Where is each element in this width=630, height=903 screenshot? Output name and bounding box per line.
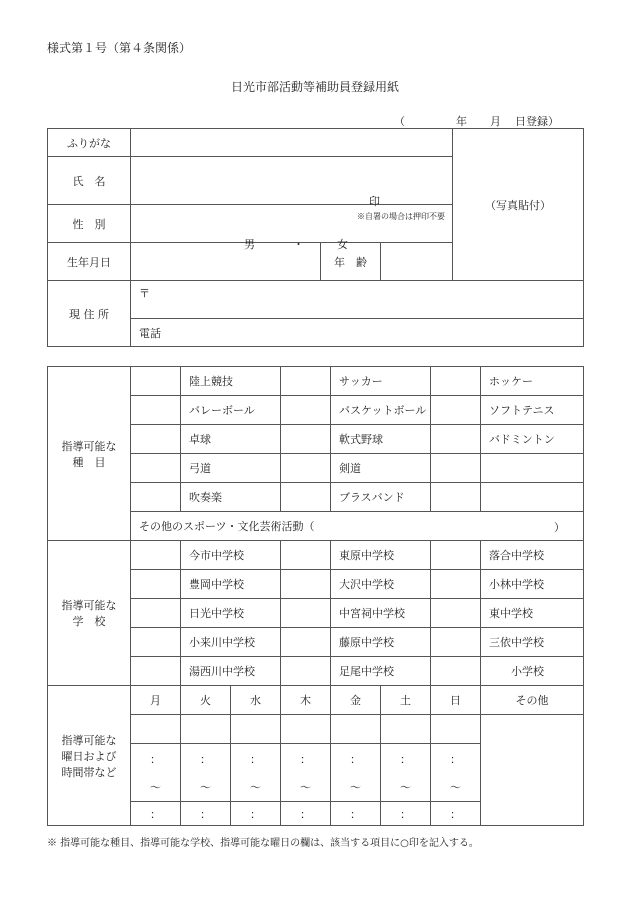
gender-dot: ・ xyxy=(293,237,304,251)
day-header-sat: 土 xyxy=(381,686,431,715)
subject-name: 吹奏楽 xyxy=(181,483,281,512)
subject-check[interactable] xyxy=(431,396,481,425)
name-field[interactable] xyxy=(131,157,453,221)
school-name: 今市中学校 xyxy=(181,541,281,570)
schedule-label: 指導可能な 曜日および 時間帯など xyxy=(48,686,131,826)
school-check[interactable] xyxy=(281,628,331,657)
subject-check[interactable] xyxy=(281,483,331,512)
school-check[interactable] xyxy=(431,541,481,570)
subject-name xyxy=(481,454,584,483)
school-name: 三依中学校 xyxy=(481,628,584,657)
day-mark-sun[interactable] xyxy=(431,715,481,744)
seal-mark: 印 xyxy=(369,194,380,208)
school-name: 小来川中学校 xyxy=(181,628,281,657)
day-mark-wed[interactable] xyxy=(231,715,281,744)
personal-info-table xyxy=(47,128,584,347)
schools-label: 指導可能な 学 校 xyxy=(48,541,131,686)
time-end-thu[interactable]: ： xyxy=(281,802,331,826)
school-check[interactable] xyxy=(281,570,331,599)
time-range-sun[interactable]: ： ～ xyxy=(431,744,481,802)
school-check[interactable] xyxy=(281,599,331,628)
day-mark-sat[interactable] xyxy=(381,715,431,744)
subjects-label: 指導可能な 種 目 xyxy=(48,367,131,541)
subject-name: バスケットボール xyxy=(331,396,431,425)
gender-label: 性 別 xyxy=(48,205,131,243)
school-check[interactable] xyxy=(431,570,481,599)
subject-other-label: その他のスポーツ・文化芸術活動（ xyxy=(139,520,315,533)
day-header-thu: 木 xyxy=(281,686,331,715)
subject-check[interactable] xyxy=(131,483,181,512)
seal-note: ※自署の場合は押印不要 xyxy=(357,211,445,221)
furigana-label: ふりがな xyxy=(48,129,131,157)
subject-check[interactable] xyxy=(281,425,331,454)
school-name: 日光中学校 xyxy=(181,599,281,628)
age-field[interactable] xyxy=(381,243,453,281)
day-mark-mon[interactable] xyxy=(131,715,181,744)
school-check[interactable] xyxy=(431,628,481,657)
school-name: 中宮祠中学校 xyxy=(331,599,431,628)
phone-field[interactable] xyxy=(131,319,584,347)
school-name: 湯西川中学校 xyxy=(181,657,281,686)
school-name: 豊岡中学校 xyxy=(181,570,281,599)
time-range-wed[interactable]: ： ～ xyxy=(231,744,281,802)
school-check[interactable] xyxy=(431,599,481,628)
subject-name: バドミントン xyxy=(481,425,584,454)
school-check[interactable] xyxy=(431,657,481,686)
school-name: 東原中学校 xyxy=(331,541,431,570)
school-name: 東中学校 xyxy=(481,599,584,628)
subject-check[interactable] xyxy=(431,483,481,512)
time-range-mon[interactable]: ： ～ xyxy=(131,744,181,802)
time-range-tue[interactable]: ： ～ xyxy=(181,744,231,802)
day-header-mon: 月 xyxy=(131,686,181,715)
subject-name: 弓道 xyxy=(181,454,281,483)
subject-check[interactable] xyxy=(431,425,481,454)
gender-male[interactable]: 男 xyxy=(244,237,255,251)
time-end-wed[interactable]: ： xyxy=(231,802,281,826)
subject-check[interactable] xyxy=(131,396,181,425)
time-end-sat[interactable]: ： xyxy=(381,802,431,826)
gender-female[interactable]: 女 xyxy=(337,237,348,251)
other-header: その他 xyxy=(481,686,584,715)
school-check[interactable] xyxy=(131,628,181,657)
school-name: 小学校 xyxy=(481,657,584,686)
subject-name: 軟式野球 xyxy=(331,425,431,454)
footer-note: ※ 指導可能な種目、指導可能な学校、指導可能な曜日の欄は、該当する項目に○印を記入する。 xyxy=(47,838,479,849)
school-check[interactable] xyxy=(281,657,331,686)
day-header-wed: 水 xyxy=(231,686,281,715)
subject-check[interactable] xyxy=(131,454,181,483)
day-mark-tue[interactable] xyxy=(181,715,231,744)
time-range-sat[interactable]: ： ～ xyxy=(381,744,431,802)
name-label: 氏 名 xyxy=(48,157,131,205)
school-name: 足尾中学校 xyxy=(331,657,431,686)
school-name: 落合中学校 xyxy=(481,541,584,570)
address-label: 現 住 所 xyxy=(48,281,131,347)
other-field[interactable] xyxy=(481,715,584,826)
subject-name: 剣道 xyxy=(331,454,431,483)
subject-check[interactable] xyxy=(431,454,481,483)
postal-mark: 〒 xyxy=(139,287,150,300)
subject-check[interactable] xyxy=(281,367,331,396)
time-end-sun[interactable]: ： xyxy=(431,802,481,826)
birthdate-label: 生年月日 xyxy=(48,243,131,281)
school-name: 大沢中学校 xyxy=(331,570,431,599)
time-range-thu[interactable]: ： ～ xyxy=(281,744,331,802)
school-name: 小林中学校 xyxy=(481,570,584,599)
subject-check[interactable] xyxy=(131,367,181,396)
day-header-fri: 金 xyxy=(331,686,381,715)
time-end-fri[interactable]: ： xyxy=(331,802,381,826)
day-header-sun: 日 xyxy=(431,686,481,715)
phone-label: 電話 xyxy=(139,326,161,340)
school-check[interactable] xyxy=(131,657,181,686)
subject-check[interactable] xyxy=(281,454,331,483)
school-check[interactable] xyxy=(281,541,331,570)
date-month: 月 xyxy=(490,115,501,128)
subject-name: ソフトテニス xyxy=(481,396,584,425)
subject-check[interactable] xyxy=(131,425,181,454)
subject-check[interactable] xyxy=(431,367,481,396)
date-day-registered: 日登録） xyxy=(515,115,559,128)
age-label: 年 齢 xyxy=(321,243,381,281)
school-check[interactable] xyxy=(131,541,181,570)
day-header-tue: 火 xyxy=(181,686,231,715)
subject-name: ホッケー xyxy=(481,367,584,396)
subject-name: ブラスバンド xyxy=(331,483,431,512)
subject-name: サッカー xyxy=(331,367,431,396)
school-name: 藤原中学校 xyxy=(331,628,431,657)
subject-name: バレーボール xyxy=(181,396,281,425)
address-field[interactable] xyxy=(131,281,584,319)
subject-other-close: ） xyxy=(554,521,565,534)
form-id: 様式第１号（第４条関係） xyxy=(47,41,192,55)
date-open: （ xyxy=(394,115,405,128)
school-check[interactable] xyxy=(131,599,181,628)
day-mark-fri[interactable] xyxy=(331,715,381,744)
date-year: 年 xyxy=(456,115,467,128)
subject-name: 卓球 xyxy=(181,425,281,454)
furigana-field[interactable] xyxy=(131,129,453,157)
photo-box xyxy=(453,129,584,281)
day-mark-thu[interactable] xyxy=(281,715,331,744)
time-end-mon[interactable]: ： xyxy=(131,802,181,826)
school-check[interactable] xyxy=(131,570,181,599)
subject-check[interactable] xyxy=(281,396,331,425)
photo-label: （写真貼付） xyxy=(485,198,552,212)
time-range-fri[interactable]: ： ～ xyxy=(331,744,381,802)
availability-table xyxy=(47,366,584,826)
birthdate-field[interactable] xyxy=(131,243,321,281)
time-end-tue[interactable]: ： xyxy=(181,802,231,826)
subject-name xyxy=(481,483,584,512)
subject-name: 陸上競技 xyxy=(181,367,281,396)
subject-other-field[interactable] xyxy=(131,512,584,541)
form-title: 日光市部活動等補助員登録用紙 xyxy=(230,80,399,94)
